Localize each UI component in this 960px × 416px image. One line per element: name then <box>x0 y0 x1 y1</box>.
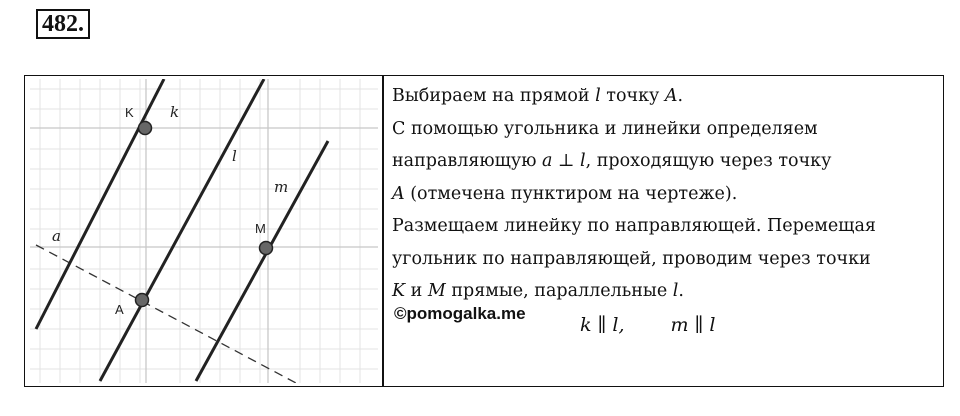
solution-text <box>392 80 937 308</box>
text-line-4 <box>392 178 937 211</box>
perpendicular-expression: a ⊥ l <box>542 151 586 171</box>
text-line-2: С помощью угольника и линейки определяем <box>392 118 818 139</box>
text-line-3 <box>392 145 937 178</box>
var-a: A <box>664 86 678 106</box>
text-fragment: (отмечена пунктиром на чертеже). <box>404 183 738 204</box>
text-fragment: . <box>678 281 684 301</box>
point-k <box>139 122 152 135</box>
label-line-l: l <box>232 147 237 165</box>
text-fragment: направляющую <box>392 151 543 171</box>
watermark: ©pomogalka.me <box>394 304 526 323</box>
var-k: K <box>392 281 406 301</box>
problem-number: 482. <box>36 9 90 39</box>
point-m <box>260 242 273 255</box>
text-line-7 <box>392 275 937 308</box>
text-fragment: , проходящую через точку <box>585 151 832 171</box>
text-line-5: Размещаем линейку по направляющей. Перемещая <box>392 216 876 236</box>
text-line-6: угольник по направляющей, проводим через точки <box>392 248 871 269</box>
var-m: M <box>427 281 446 301</box>
formula-k-parallel-l: k ∥ l, <box>580 314 625 336</box>
figure-background <box>30 79 378 383</box>
geometry-figure <box>30 79 378 383</box>
text-fragment: прямые, параллельные <box>445 281 673 301</box>
point-a <box>136 294 149 307</box>
label-line-a: a <box>52 227 61 245</box>
parallel-formula <box>580 314 715 336</box>
text-line-1 <box>392 80 937 113</box>
table-divider <box>382 75 384 387</box>
label-point-m: M <box>255 221 266 236</box>
var-l: l <box>595 86 601 106</box>
text-fragment: точку <box>600 86 665 106</box>
text-fragment: . <box>677 86 684 106</box>
formula-m-parallel-l: m ∥ l <box>670 314 716 336</box>
label-point-k: K <box>125 105 134 120</box>
label-line-m: m <box>274 178 289 196</box>
text-fragment: и <box>405 281 428 301</box>
var-a: A <box>392 183 405 204</box>
label-line-k: k <box>170 103 180 121</box>
text-fragment: Выбираем на прямой <box>392 86 596 106</box>
var-l: l <box>672 281 679 301</box>
label-point-a: A <box>115 302 124 317</box>
